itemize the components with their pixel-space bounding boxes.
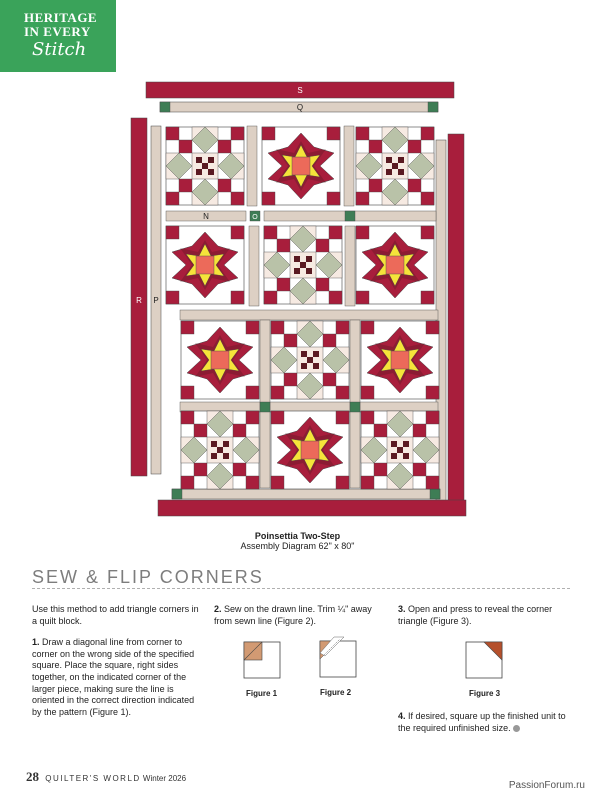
badge-line-3: Stitch — [32, 39, 87, 60]
page-number: 28 — [26, 769, 39, 784]
label-p: P — [153, 296, 159, 305]
diagram-caption-size: Assembly Diagram 62" x 80" — [240, 541, 355, 551]
step-3-number: 3. — [398, 604, 406, 614]
label-s: S — [297, 86, 303, 95]
block-nine-patch — [356, 127, 434, 205]
figure-3-diagram — [465, 641, 503, 679]
step-1-text: Draw a diagonal line from corner to corner on the wrong side of the specified square. Place the square, right sides together, on the indicated corner of the larger piece, making sure the line is oriented in the correct direction indicated by the pattern (Figure 1). — [32, 637, 195, 717]
step-3-text: Open and press to reveal the corner triangle (Figure 3). — [398, 604, 553, 626]
border-bottom — [158, 500, 466, 516]
label-o: O — [252, 214, 258, 221]
page-footer — [26, 769, 186, 785]
block-nine-patch — [271, 321, 349, 399]
issue-date: Winter 2026 — [142, 774, 187, 783]
label-n: N — [203, 212, 209, 221]
section-divider — [32, 588, 570, 589]
figure-1-label: Figure 1 — [246, 689, 278, 698]
figure-2-label: Figure 2 — [320, 688, 352, 697]
step-4-text: If desired, square up the finished unit to the required unfinished size. — [398, 711, 566, 733]
figure-3-label: Figure 3 — [469, 689, 501, 698]
watermark: PassionForum.ru — [508, 780, 585, 791]
section-title: SEW & FLIP CORNERS — [32, 567, 264, 587]
step-2-number: 2. — [214, 604, 222, 614]
label-r: R — [136, 296, 142, 305]
step-1-number: 1. — [32, 637, 40, 648]
badge-line-2: IN EVERY — [24, 24, 91, 39]
intro-text: Use this method to add triangle corners in a quilt block. — [32, 604, 199, 626]
step-2-text: Sew on the drawn line. Trim ¼" away from sewn line (Figure 2). — [214, 604, 372, 626]
border-bottom-inner — [172, 489, 440, 499]
badge-line-1: HERITAGE — [24, 10, 98, 25]
block-poinsettia — [356, 226, 434, 304]
step-4 — [398, 711, 570, 734]
block-poinsettia — [271, 411, 349, 489]
column-2 — [214, 604, 386, 627]
label-q: Q — [296, 103, 304, 112]
block-nine-patch — [264, 226, 342, 304]
column-1 — [32, 604, 202, 718]
block-poinsettia — [361, 321, 439, 399]
assembly-diagram — [128, 80, 478, 520]
magazine-name: QUILTER'S WORLD — [45, 774, 141, 783]
series-badge — [0, 0, 116, 72]
block-poinsettia — [181, 321, 259, 399]
border-right — [448, 134, 464, 512]
column-3 — [398, 604, 570, 627]
figure-1-diagram — [243, 641, 281, 679]
block-poinsettia — [166, 226, 244, 304]
block-nine-patch — [361, 411, 439, 489]
block-poinsettia — [262, 127, 340, 205]
diagram-caption-title: Poinsettia Two-Step — [254, 531, 341, 541]
step-4-number: 4. — [398, 711, 406, 721]
step-1 — [32, 637, 202, 718]
block-nine-patch — [181, 411, 259, 489]
end-dot-icon — [513, 725, 520, 732]
block-nine-patch — [166, 127, 244, 205]
figure-2-diagram — [318, 636, 360, 678]
